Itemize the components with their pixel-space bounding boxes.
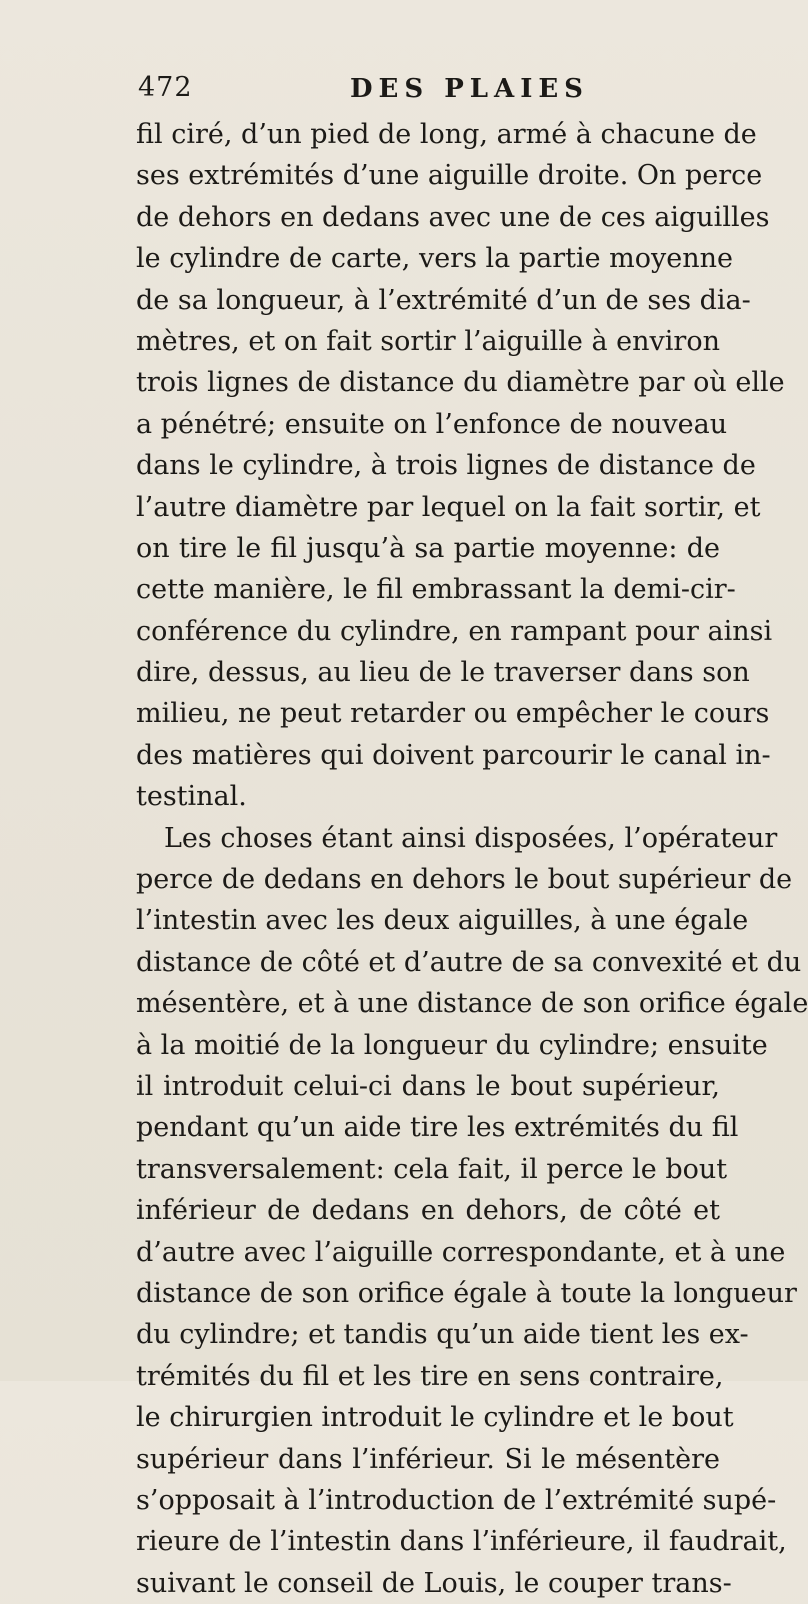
- text-line: l’autre diamètre par lequel on la fait sortir, et: [136, 491, 761, 523]
- text-line: pendant qu’un aide tire les extrémités du fil: [136, 1112, 739, 1144]
- text-line: perce de dedans en dehors le bout supérieur de: [136, 864, 793, 896]
- text-line: suivant le conseil de Louis, le couper trans-: [136, 1567, 732, 1599]
- text-line: du cylindre; et tandis qu’un aide tient les ex-: [136, 1319, 749, 1351]
- text-line: supérieur dans l’inférieur. Si le mésentère: [136, 1443, 720, 1475]
- text-line: inférieur de dedans en dehors, de côté et: [136, 1195, 720, 1227]
- text-line: on tire le fil jusqu’à sa partie moyenne: de: [136, 532, 720, 564]
- text-line: transversalement: cela fait, il perce le bout: [136, 1153, 728, 1185]
- text-line: conférence du cylindre, en rampant pour ainsi: [136, 615, 773, 647]
- text-line: d’autre avec l’aiguille correspondante, et à une: [136, 1236, 786, 1268]
- text-line: à la moitié de la longueur du cylindre; ensuite: [136, 1029, 768, 1061]
- paragraph-first-line: Les choses étant ainsi disposées, l’opérateur: [164, 822, 778, 854]
- text-line: il introduit celui-ci dans le bout supérieur,: [136, 1070, 720, 1102]
- page-number: 472: [138, 72, 193, 103]
- text-line: des matières qui doivent parcourir le canal in-: [136, 739, 771, 771]
- text-line: ses extrémités d’une aiguille droite. On perce: [136, 160, 763, 192]
- text-line: de sa longueur, à l’extrémité d’un de ses dia-: [136, 284, 751, 316]
- text-line: a pénétré; ensuite on l’enfonce de nouveau: [136, 408, 728, 440]
- text-line: mètres, et on fait sortir l’aiguille à environ: [136, 325, 720, 357]
- body-text: [136, 114, 808, 1604]
- text-line: distance de son orifice égale à toute la longueur: [136, 1277, 797, 1309]
- text-line: le chirurgien introduit le cylindre et le bout: [136, 1402, 734, 1434]
- text-line: l’intestin avec les deux aiguilles, à une égale: [136, 905, 749, 937]
- text-line: s’opposait à l’introduction de l’extrémité supé-: [136, 1484, 777, 1516]
- text-line: de dehors en dedans avec une de ces aiguilles: [136, 201, 770, 233]
- text-line: mésentère, et à une distance de son orifice égale: [136, 988, 808, 1020]
- text-line: rieure de l’intestin dans l’inférieure, il faudrait,: [136, 1526, 787, 1558]
- running-head: [132, 72, 692, 112]
- text-line: le cylindre de carte, vers la partie moyenne: [136, 243, 734, 275]
- text-line: distance de côté et d’autre de sa convexité et du: [136, 946, 802, 978]
- text-line: trémités du fil et les tire en sens contraire,: [136, 1360, 724, 1392]
- text-line: milieu, ne peut retarder ou empêcher le cours: [136, 698, 770, 730]
- text-line: dans le cylindre, à trois lignes de distance de: [136, 450, 756, 482]
- text-line: fil ciré, d’un pied de long, armé à chacune de: [136, 119, 757, 150]
- text-line: cette manière, le fil embrassant la demi-cir-: [136, 574, 736, 606]
- text-line: dire, dessus, au lieu de le traverser dans son: [136, 657, 750, 689]
- running-title: DES PLAIES: [350, 74, 589, 104]
- text-line: trois lignes de distance du diamètre par où elle: [136, 367, 785, 399]
- paragraph-last-line: testinal.: [136, 781, 247, 813]
